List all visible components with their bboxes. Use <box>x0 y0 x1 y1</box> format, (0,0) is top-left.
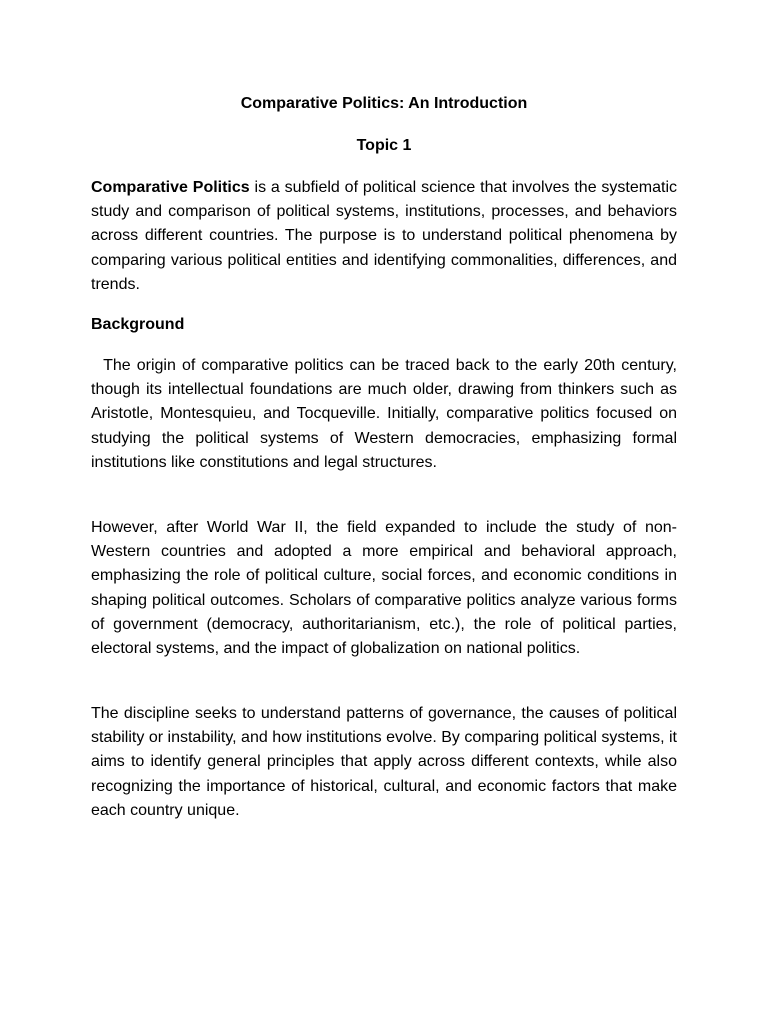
background-paragraph-2: However, after World War II, the field expanded to include the study of non-Western countries and adopted a more empirical and behavioral approach, emphasizing the role of political culture, social forces, and economic conditions in shaping political outcomes. Scholars of comparative politics analyze various forms of government (democracy, authoritarianism, etc.), the role of political parties, electoral systems, and the impact of globalization on national politics. <box>91 519 677 658</box>
document-title: Comparative Politics: An Introduction <box>240 95 528 112</box>
topic-label: Topic 1 <box>356 137 412 154</box>
intro-text: is a subfield of political science that involves the systematic study and comparison of political systems, institutions, processes, and behaviors across different countries. The purpose is to understand political phenomena by comparing various political entities and identifying commonalities, differences, and trends. <box>91 179 678 293</box>
section-heading-background: Background <box>91 316 185 333</box>
background-paragraph-1: The origin of comparative politics can be traced back to the early 20th century, though its intellectual foundations are much older, drawing from thinkers such as Aristotle, Montesquieu, and Tocqueville. Initially, comparative politics focused on studying the political systems of Western democracies, emphasizing formal institutions like constitutions and legal structures. <box>91 357 682 471</box>
intro-term: Comparative Politics <box>91 179 250 196</box>
background-paragraph-3: The discipline seeks to understand patterns of governance, the causes of political stability or instability, and how institutions evolve. By comparing political systems, it aims to identify general principles that apply across different contexts, while also recognizing the importance of historical, cultural, and economic factors that make each country unique. <box>91 705 677 819</box>
intro-paragraph <box>91 176 677 297</box>
